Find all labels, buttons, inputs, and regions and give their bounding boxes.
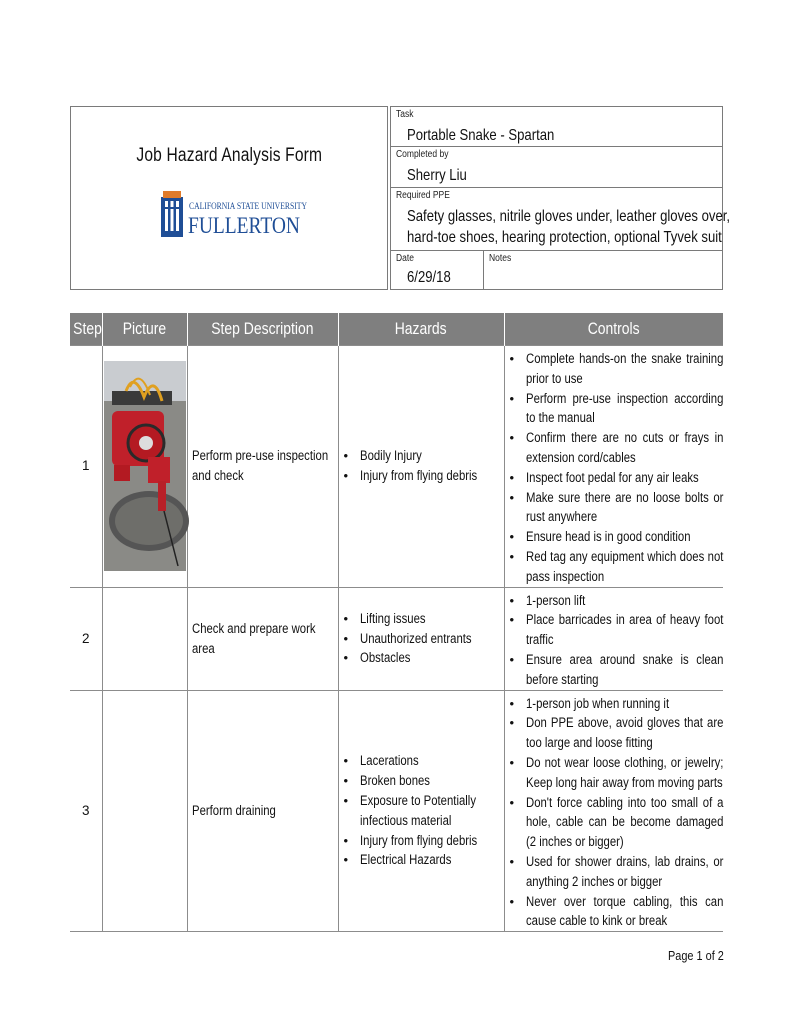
table-row bbox=[70, 346, 723, 588]
hazard-list bbox=[338, 587, 504, 690]
notes-cell bbox=[484, 251, 722, 290]
header-controls: Controls bbox=[504, 313, 723, 346]
task-label: Task bbox=[396, 109, 414, 120]
completed-by-label: Completed by bbox=[396, 149, 449, 160]
hazard-item: • Lifting issues bbox=[339, 609, 504, 629]
control-item: • Never over torque cabling, this can cause cable to kink or break bbox=[505, 892, 724, 932]
svg-text:CALIFORNIA STATE UNIVERSITY: CALIFORNIA STATE UNIVERSITY bbox=[189, 202, 308, 212]
form-title-box bbox=[70, 106, 388, 290]
step-picture bbox=[102, 346, 187, 588]
task-cell bbox=[391, 107, 722, 147]
control-item: • Inspect foot pedal for any air leaks bbox=[505, 468, 724, 488]
control-item: • Used for shower drains, lab drains, or anything 2 inches or bigger bbox=[505, 852, 724, 892]
hazard-item: • Broken bones bbox=[339, 771, 504, 791]
header-step: Step bbox=[70, 313, 102, 346]
step-description: Check and prepare work area bbox=[187, 587, 338, 690]
control-item: • Perform pre-use inspection according to the manual bbox=[505, 389, 724, 429]
hazard-item: • Exposure to Potentially infectious material bbox=[339, 791, 504, 831]
csuf-logo bbox=[159, 187, 309, 243]
task-value: Portable Snake - Spartan bbox=[407, 127, 555, 144]
completed-by-cell bbox=[391, 147, 722, 188]
step-number: 3 bbox=[70, 690, 102, 932]
date-cell bbox=[391, 251, 484, 290]
control-item: • Ensure area around snake is clean before starting bbox=[505, 650, 724, 690]
step-description: Perform draining bbox=[187, 690, 338, 932]
header-step-description: Step Description bbox=[187, 313, 338, 346]
control-item: • 1-person lift bbox=[505, 591, 724, 611]
control-item: • Red tag any equipment which does not pass inspection bbox=[505, 547, 724, 587]
hazard-item: • Obstacles bbox=[339, 648, 504, 668]
step-number: 2 bbox=[70, 587, 102, 690]
date-label: Date bbox=[396, 253, 414, 264]
hazard-item: • Bodily Injury bbox=[339, 446, 504, 466]
control-item: • Do not wear loose clothing, or jewelry; Keep long hair away from moving parts bbox=[505, 753, 724, 793]
required-ppe-label: Required PPE bbox=[396, 190, 450, 201]
step-picture bbox=[102, 587, 187, 690]
control-item: • Ensure head is in good condition bbox=[505, 527, 724, 547]
notes-label: Notes bbox=[489, 253, 512, 264]
svg-text:FULLERTON: FULLERTON bbox=[188, 213, 301, 238]
step-number: 1 bbox=[70, 346, 102, 588]
control-item: • Don't force cabling into too small of a hole, cable can be become damaged (2 inches or bigger) bbox=[505, 793, 724, 852]
control-item: • Place barricades in area of heavy foot traffic bbox=[505, 610, 724, 650]
control-item: • 1-person job when running it bbox=[505, 694, 724, 714]
hazard-item: • Lacerations bbox=[339, 751, 504, 771]
control-item: • Don PPE above, avoid gloves that are too large and loose fitting bbox=[505, 713, 724, 753]
snake-machine-photo bbox=[104, 361, 186, 571]
table-header-row bbox=[70, 313, 723, 346]
date-value: 6/29/18 bbox=[407, 269, 451, 286]
hazard-list bbox=[338, 346, 504, 588]
table-row bbox=[70, 587, 723, 690]
header-hazards: Hazards bbox=[338, 313, 504, 346]
page-number: Page 1 of 2 bbox=[668, 948, 724, 963]
form-title: Job Hazard Analysis Form bbox=[136, 145, 322, 166]
task-info-box bbox=[390, 106, 731, 290]
hazard-item: • Unauthorized entrants bbox=[339, 629, 504, 649]
control-list bbox=[504, 587, 723, 690]
control-item: • Confirm there are no cuts or frays in extension cord/cables bbox=[505, 428, 724, 468]
control-list bbox=[504, 346, 723, 588]
hazard-table bbox=[70, 313, 723, 932]
step-picture bbox=[102, 690, 187, 932]
header-picture: Picture bbox=[102, 313, 187, 346]
control-item: • Make sure there are no loose bolts or rust anywhere bbox=[505, 488, 724, 528]
required-ppe-value: Safety glasses, nitrile gloves under, leather gloves over, hard-toe shoes, hearing protection, optional Tyvek suit bbox=[407, 208, 731, 246]
table-row bbox=[70, 690, 723, 932]
required-ppe-cell bbox=[391, 188, 731, 251]
hazard-list bbox=[338, 690, 504, 932]
step-description: Perform pre-use inspection and check bbox=[187, 346, 338, 588]
control-item: • Complete hands-on the snake training prior to use bbox=[505, 349, 724, 389]
hazard-item: • Injury from flying debris bbox=[339, 466, 504, 486]
completed-by-value: Sherry Liu bbox=[407, 167, 467, 184]
hazard-item: • Electrical Hazards bbox=[339, 850, 504, 870]
control-list bbox=[504, 690, 723, 932]
hazard-item: • Injury from flying debris bbox=[339, 831, 504, 851]
